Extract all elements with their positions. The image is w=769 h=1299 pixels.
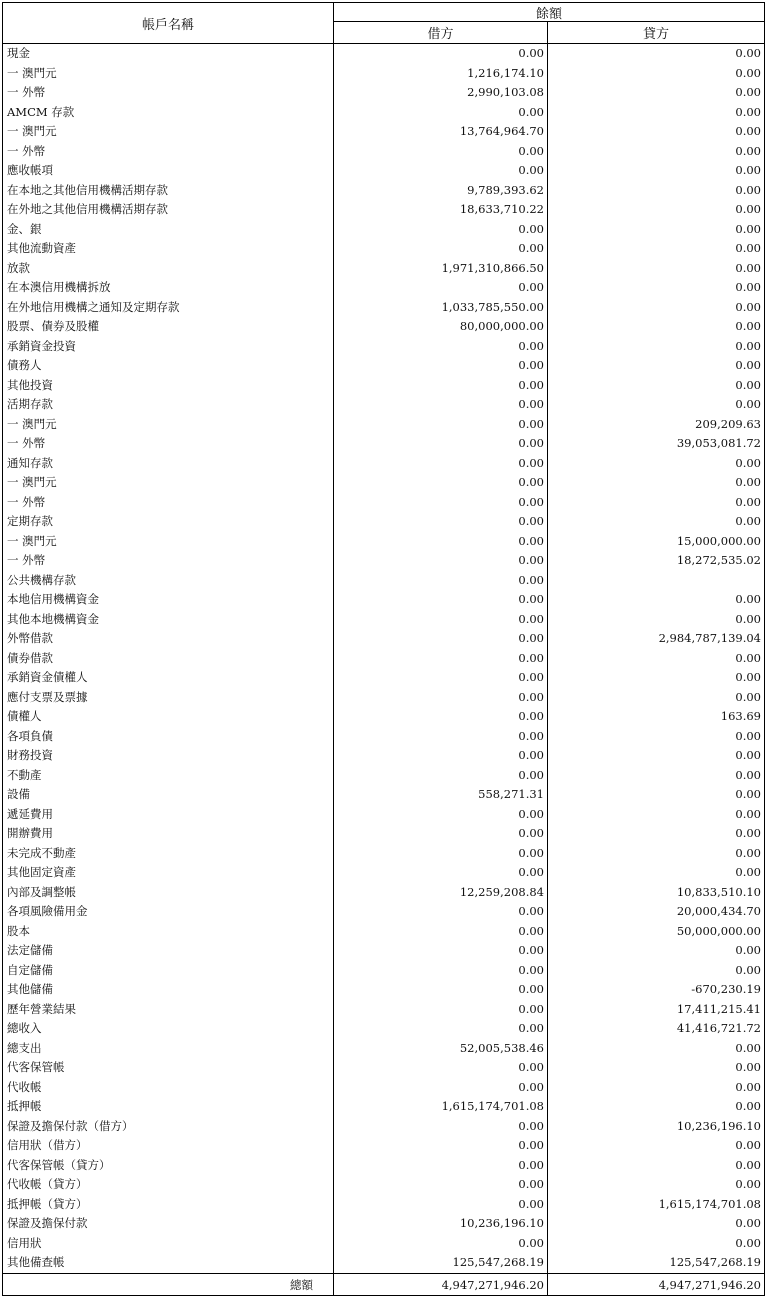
account-name-cell: 內部及調整帳	[3, 883, 334, 903]
credit-cell: 0.00	[735, 1060, 761, 1074]
table-row	[3, 1156, 764, 1176]
table-row	[3, 1253, 764, 1273]
account-name-cell: 債權人	[3, 707, 334, 727]
debit-cell: 0.00	[334, 941, 548, 961]
debit-cell: 0.00	[334, 1195, 548, 1215]
debit-cell: 1,971,310,866.50	[334, 259, 548, 279]
table-row	[3, 220, 764, 240]
table-row	[3, 1195, 764, 1215]
credit-cell: 0.00	[735, 1216, 761, 1230]
table-row	[3, 493, 764, 513]
table-row	[3, 688, 764, 708]
account-name-cell: 其他流動資產	[3, 239, 334, 259]
credit-cell: 2,984,787,139.04	[658, 631, 761, 645]
account-name-cell: 通知存款	[3, 454, 334, 474]
account-name-header: 帳戶名稱	[3, 3, 334, 43]
debit-cell: 0.00	[334, 688, 548, 708]
account-name-cell: 一 外幣	[3, 551, 334, 571]
total-debit: 4,947,271,946.20	[334, 1274, 548, 1295]
table-row	[3, 1234, 764, 1254]
debit-cell: 0.00	[334, 239, 548, 259]
debit-cell: 0.00	[334, 337, 548, 357]
credit-cell: 0.00	[735, 221, 761, 236]
debit-cell: 125,547,268.19	[334, 1253, 548, 1273]
debit-cell: 0.00	[334, 980, 548, 1000]
credit-cell: 0.00	[735, 182, 761, 197]
debit-cell: 558,271.31	[334, 785, 548, 805]
table-row	[3, 298, 764, 318]
credit-cell: 10,833,510.10	[676, 884, 761, 899]
account-name-cell: 開辦費用	[3, 824, 334, 844]
balance-header: 餘額	[334, 3, 764, 22]
account-name-cell: 信用狀（借方）	[3, 1136, 334, 1156]
credit-cell: 0.00	[735, 865, 761, 879]
debit-cell: 0.00	[334, 473, 548, 493]
credit-cell: 209,209.63	[695, 416, 761, 431]
table-row	[3, 902, 764, 922]
credit-cell: 0.00	[735, 1177, 761, 1191]
credit-cell: 41,416,721.72	[676, 1021, 761, 1035]
debit-cell: 0.00	[334, 1136, 548, 1156]
credit-cell: 0.00	[735, 104, 761, 119]
table-row	[3, 805, 764, 825]
table-row	[3, 44, 764, 64]
account-name-cell: 各項負債	[3, 727, 334, 747]
account-name-cell: 其他固定資產	[3, 863, 334, 883]
credit-cell: 0.00	[735, 280, 761, 294]
table-row	[3, 707, 764, 727]
table-row	[3, 590, 764, 610]
account-name-cell: 在本澳信用機構拆放	[3, 278, 334, 298]
total-label: 總額	[3, 1274, 334, 1295]
table-row	[3, 532, 764, 552]
account-name-cell: 不動產	[3, 766, 334, 786]
credit-cell: 0.00	[735, 163, 761, 177]
account-name-cell: 保證及擔保付款	[3, 1214, 334, 1234]
account-name-cell: 公共機構存款	[3, 571, 334, 591]
account-name-cell: 一 澳門元	[3, 122, 334, 142]
account-name-cell: 在本地之其他信用機構活期存款	[3, 181, 334, 201]
table-row	[3, 259, 764, 279]
account-name-cell: 自定儲備	[3, 961, 334, 981]
table-row	[3, 785, 764, 805]
credit-cell: 0.00	[735, 397, 761, 411]
table-row	[3, 122, 764, 142]
credit-cell: 0.00	[735, 728, 761, 743]
credit-cell: 0.00	[735, 689, 761, 704]
table-row	[3, 824, 764, 844]
credit-header: 貸方	[642, 27, 669, 42]
account-name-cell: 總支出	[3, 1039, 334, 1059]
account-name-cell: 法定儲備	[3, 941, 334, 961]
credit-cell: 0.00	[735, 260, 761, 275]
debit-cell: 0.00	[334, 1078, 548, 1098]
table-row	[3, 551, 764, 571]
table-row	[3, 1214, 764, 1234]
credit-cell: 0.00	[735, 1138, 761, 1152]
debit-cell: 0.00	[334, 1019, 548, 1039]
account-name-cell: 一 澳門元	[3, 473, 334, 493]
account-name-cell: AMCM 存款	[3, 103, 334, 123]
total-row	[3, 1273, 764, 1295]
debit-cell: 0.00	[334, 1000, 548, 1020]
account-name-cell: 定期存款	[3, 512, 334, 532]
debit-cell: 0.00	[334, 103, 548, 123]
debit-cell: 10,236,196.10	[334, 1214, 548, 1234]
debit-cell: 0.00	[334, 44, 548, 64]
debit-cell: 0.00	[334, 454, 548, 474]
debit-cell: 1,615,174,701.08	[334, 1097, 548, 1117]
credit-cell: 50,000,000.00	[676, 923, 761, 938]
debit-cell: 9,789,393.62	[334, 181, 548, 201]
credit-cell: 0.00	[735, 338, 761, 353]
table-row	[3, 766, 764, 786]
table-row	[3, 395, 764, 415]
credit-cell: 0.00	[735, 377, 761, 392]
credit-cell: 0.00	[735, 611, 761, 626]
credit-cell: 0.00	[735, 1157, 761, 1172]
debit-cell: 0.00	[334, 1058, 548, 1078]
debit-cell: 0.00	[334, 922, 548, 942]
debit-cell: 0.00	[334, 395, 548, 415]
account-name-cell: 抵押帳（貸方）	[3, 1195, 334, 1215]
account-name-cell: 代收帳	[3, 1078, 334, 1098]
account-name-cell: 遞延費用	[3, 805, 334, 825]
debit-cell: 0.00	[334, 727, 548, 747]
table-row	[3, 941, 764, 961]
credit-cell: 0.00	[735, 787, 761, 801]
table-row	[3, 454, 764, 474]
credit-cell: 0.00	[735, 299, 761, 314]
debit-cell: 0.00	[334, 512, 548, 532]
debit-cell: 0.00	[334, 746, 548, 766]
account-name-cell: 一 澳門元	[3, 532, 334, 552]
table-row	[3, 317, 764, 337]
credit-cell: 0.00	[735, 202, 761, 216]
debit-cell: 0.00	[334, 610, 548, 630]
table-row	[3, 83, 764, 103]
credit-cell: 0.00	[735, 826, 761, 840]
account-name-cell: 股票、債券及股權	[3, 317, 334, 337]
debit-cell: 0.00	[334, 551, 548, 571]
debit-cell: 0.00	[334, 356, 548, 376]
credit-cell: 0.00	[735, 65, 761, 80]
table-row	[3, 922, 764, 942]
debit-cell: 0.00	[334, 844, 548, 864]
account-name-cell: 股本	[3, 922, 334, 942]
credit-cell: 1,615,174,701.08	[658, 1196, 761, 1211]
debit-cell: 0.00	[334, 1117, 548, 1137]
debit-header: 借方	[334, 22, 548, 43]
balance-subheader	[334, 22, 764, 43]
account-name-cell: 一 澳門元	[3, 415, 334, 435]
debit-cell: 0.00	[334, 220, 548, 240]
credit-cell: 0.00	[735, 85, 761, 99]
credit-cell: 18,272,535.02	[676, 553, 761, 567]
table-header	[3, 3, 764, 44]
account-name-cell: 各項風險備用金	[3, 902, 334, 922]
credit-cell: 0.00	[735, 670, 761, 684]
debit-cell: 0.00	[334, 629, 548, 649]
total-credit: 4,947,271,946.20	[658, 1277, 761, 1292]
credit-cell: 0.00	[735, 494, 761, 509]
table-row	[3, 356, 764, 376]
table-row	[3, 239, 764, 259]
table-row	[3, 1058, 764, 1078]
table-row	[3, 200, 764, 220]
credit-cell: 0.00	[735, 592, 761, 606]
account-name-cell: 一 澳門元	[3, 64, 334, 84]
debit-cell: 0.00	[334, 161, 548, 181]
table-row	[3, 181, 764, 201]
debit-cell: 0.00	[334, 532, 548, 552]
credit-cell: 0.00	[735, 124, 761, 138]
account-name-cell: 應收帳項	[3, 161, 334, 181]
debit-cell: 0.00	[334, 707, 548, 727]
debit-cell: 0.00	[334, 824, 548, 844]
account-name-cell: 債券借款	[3, 649, 334, 669]
table-body	[3, 44, 764, 1273]
account-name-cell: 現金	[3, 44, 334, 64]
table-row	[3, 1175, 764, 1195]
credit-cell: 0.00	[735, 358, 761, 372]
debit-cell: 0.00	[334, 668, 548, 688]
credit-cell: 0.00	[735, 475, 761, 489]
account-name-cell: 一 外幣	[3, 493, 334, 513]
table-row	[3, 883, 764, 903]
debit-cell: 0.00	[334, 142, 548, 162]
credit-cell: 0.00	[735, 1079, 761, 1094]
table-row	[3, 1039, 764, 1059]
account-name-cell: 在外地信用機構之通知及定期存款	[3, 298, 334, 318]
account-name-cell: 抵押帳	[3, 1097, 334, 1117]
account-name-cell: 信用狀	[3, 1234, 334, 1254]
debit-cell: 13,764,964.70	[334, 122, 548, 142]
debit-cell: 0.00	[334, 571, 548, 591]
credit-cell: 125,547,268.19	[669, 1255, 761, 1269]
account-name-cell: 其他本地機構資金	[3, 610, 334, 630]
account-name-cell: 外幣借款	[3, 629, 334, 649]
credit-cell: 17,411,215.41	[676, 1001, 761, 1016]
account-name-cell: 活期存款	[3, 395, 334, 415]
debit-cell: 0.00	[334, 863, 548, 883]
account-name-cell: 歷年營業結果	[3, 1000, 334, 1020]
credit-cell: 0.00	[735, 241, 761, 255]
table-row	[3, 103, 764, 123]
table-row	[3, 980, 764, 1000]
account-name-cell: 一 外幣	[3, 83, 334, 103]
account-name-cell: 代客保管帳（貸方）	[3, 1156, 334, 1176]
table-row	[3, 1097, 764, 1117]
table-row	[3, 142, 764, 162]
table-row	[3, 1078, 764, 1098]
table-row	[3, 1136, 764, 1156]
account-name-cell: 本地信用機構資金	[3, 590, 334, 610]
account-name-cell: 其他投資	[3, 376, 334, 396]
table-row	[3, 668, 764, 688]
credit-cell: -670,230.19	[691, 982, 761, 996]
credit-cell: 0.00	[735, 46, 761, 60]
debit-cell: 0.00	[334, 376, 548, 396]
debit-cell: 80,000,000.00	[334, 317, 548, 337]
account-name-cell: 一 外幣	[3, 434, 334, 454]
account-name-cell: 保證及擔保付款（借方）	[3, 1117, 334, 1137]
credit-cell: 0.00	[735, 845, 761, 860]
debit-cell: 0.00	[334, 434, 548, 454]
credit-cell: 0.00	[735, 1040, 761, 1055]
debit-cell: 18,633,710.22	[334, 200, 548, 220]
debit-cell: 0.00	[334, 1175, 548, 1195]
account-name-cell: 承銷資金債權人	[3, 668, 334, 688]
account-name-cell: 代收帳（貸方）	[3, 1175, 334, 1195]
account-name-cell: 其他儲備	[3, 980, 334, 1000]
debit-cell: 0.00	[334, 590, 548, 610]
credit-cell: 0.00	[735, 1099, 761, 1113]
table-row	[3, 473, 764, 493]
table-row	[3, 1019, 764, 1039]
table-row	[3, 844, 764, 864]
table-row	[3, 161, 764, 181]
debit-cell: 0.00	[334, 649, 548, 669]
credit-cell: 0.00	[735, 806, 761, 821]
table-row	[3, 278, 764, 298]
credit-cell: 20,000,434.70	[676, 904, 761, 918]
table-row	[3, 434, 764, 454]
account-name-cell: 財務投資	[3, 746, 334, 766]
credit-cell: 0.00	[735, 748, 761, 762]
account-name-cell: 設備	[3, 785, 334, 805]
debit-cell: 0.00	[334, 805, 548, 825]
credit-cell: 163.69	[720, 709, 761, 723]
debit-cell: 1,033,785,550.00	[334, 298, 548, 318]
table-row	[3, 727, 764, 747]
account-name-cell: 放款	[3, 259, 334, 279]
debit-cell: 0.00	[334, 493, 548, 513]
balance-header-group	[334, 3, 764, 43]
debit-cell: 0.00	[334, 278, 548, 298]
table-row	[3, 863, 764, 883]
table-row	[3, 1117, 764, 1137]
account-name-cell: 應付支票及票據	[3, 688, 334, 708]
table-row	[3, 1000, 764, 1020]
debit-cell: 12,259,208.84	[334, 883, 548, 903]
account-name-cell: 總收入	[3, 1019, 334, 1039]
table-row	[3, 746, 764, 766]
credit-cell: 0.00	[735, 319, 761, 333]
credit-cell: 0.00	[735, 455, 761, 470]
credit-cell: 39,053,081.72	[676, 436, 761, 450]
account-name-cell: 代客保管帳	[3, 1058, 334, 1078]
table-row	[3, 512, 764, 532]
table-row	[3, 610, 764, 630]
account-name-cell: 未完成不動產	[3, 844, 334, 864]
credit-cell: 0.00	[735, 650, 761, 665]
balance-sheet-table	[2, 2, 765, 1296]
table-row	[3, 376, 764, 396]
credit-cell: 0.00	[735, 962, 761, 977]
credit-cell: 0.00	[735, 1235, 761, 1250]
debit-cell: 0.00	[334, 902, 548, 922]
account-name-cell: 承銷資金投資	[3, 337, 334, 357]
debit-cell: 0.00	[334, 766, 548, 786]
debit-cell: 2,990,103.08	[334, 83, 548, 103]
debit-cell: 1,216,174.10	[334, 64, 548, 84]
table-row	[3, 415, 764, 435]
debit-cell: 0.00	[334, 1156, 548, 1176]
account-name-cell: 其他備查帳	[3, 1253, 334, 1273]
table-row	[3, 337, 764, 357]
table-row	[3, 629, 764, 649]
table-row	[3, 649, 764, 669]
table-row	[3, 571, 764, 591]
debit-cell: 52,005,538.46	[334, 1039, 548, 1059]
table-row	[3, 961, 764, 981]
credit-cell: 0.00	[735, 514, 761, 528]
credit-cell: 0.00	[735, 143, 761, 158]
debit-cell: 0.00	[334, 1234, 548, 1254]
debit-cell: 0.00	[334, 961, 548, 981]
credit-cell: 0.00	[735, 943, 761, 957]
credit-cell: 15,000,000.00	[676, 533, 761, 548]
credit-cell: 10,236,196.10	[676, 1118, 761, 1133]
account-name-cell: 一 外幣	[3, 142, 334, 162]
account-name-cell: 債務人	[3, 356, 334, 376]
table-row	[3, 64, 764, 84]
account-name-cell: 在外地之其他信用機構活期存款	[3, 200, 334, 220]
credit-cell	[548, 571, 764, 591]
credit-cell: 0.00	[735, 767, 761, 782]
account-name-cell: 金、銀	[3, 220, 334, 240]
debit-cell: 0.00	[334, 415, 548, 435]
